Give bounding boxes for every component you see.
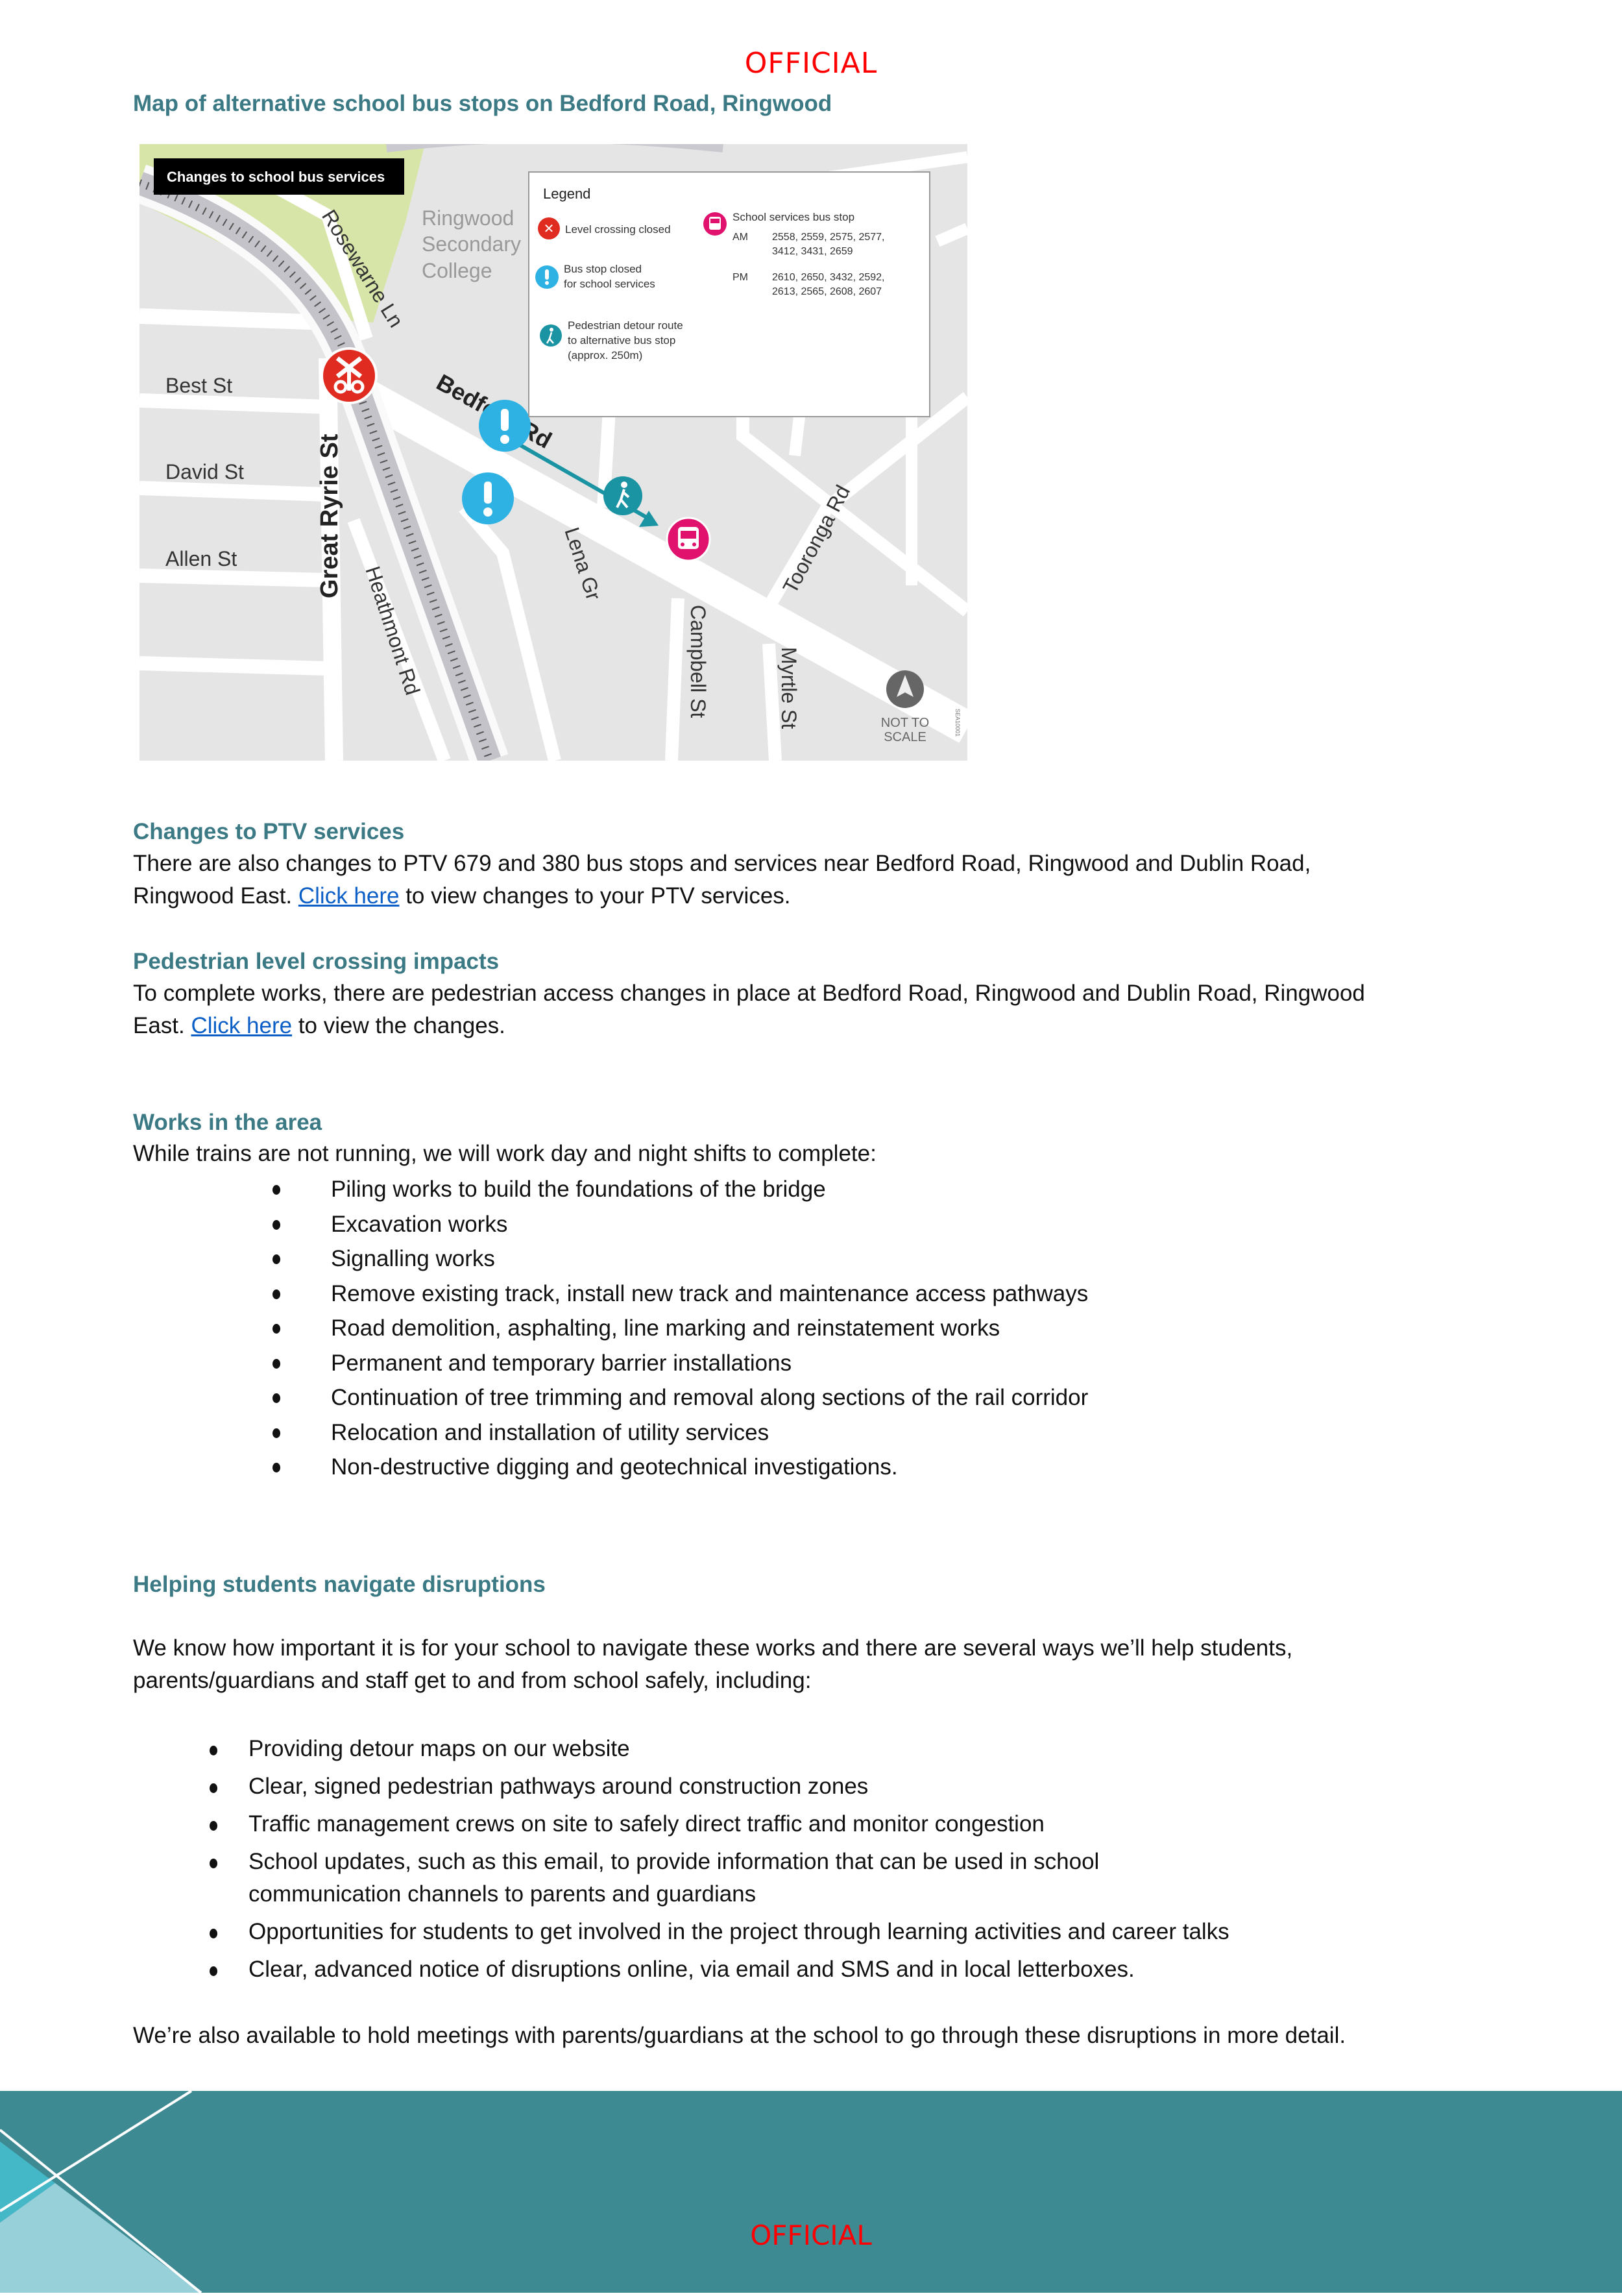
helping-intro-line-1: We know how important it is for your school to navigate these works and there are several ways we’ll help students, [133,1635,1293,1661]
legend-title: Legend [543,186,591,202]
list-item [248,1733,1229,1770]
legend-level-crossing-label: Level crossing closed [565,223,671,236]
svg-text:✕: ✕ [543,221,555,236]
list-item-text: Non-destructive digging and geotechnical investigations. [331,1454,898,1480]
legend-am-routes-2: 3412, 3431, 2659 [772,246,853,257]
pedestrian-line-1: To complete works, there are pedestrian access changes in place at Bedford Road, Ringwood and Dublin Road, Ringwood [133,981,1365,1006]
list-item-text: Remove existing track, install new track and maintenance access pathways [331,1280,1089,1306]
pedestrian-paragraph [133,977,1495,1042]
bullet-icon [210,1929,217,1938]
ptv-line-1: There are also changes to PTV 679 and 380 bus stops and services near Bedford Road, Ringwood and Dublin Road, [133,851,1311,876]
map-section-title: Map of alternative school bus stops on Bedford Road, Ringwood [133,91,832,116]
legend-school-bus-stop-icon [703,212,727,236]
helping-list [248,1733,1229,1991]
lena-gr-label: Lena Gr [560,524,606,604]
legend-pm-routes-1: 2610, 2650, 3432, 2592, [772,272,885,283]
pedestrian-line-2 [133,1010,1495,1042]
list-item-text: Clear, signed pedestrian pathways around construction zones [248,1774,869,1799]
list-item-text: Signalling works [331,1246,495,1271]
myrtle-st-label: Myrtle St [777,647,801,729]
map-code: SEA10001 [954,709,961,737]
map-legend [529,172,930,417]
list-item-text: School updates, such as this email, to provide information that can be used in school [248,1849,1100,1874]
bus-stop-closed-icon [462,472,514,524]
bus-stop-closed-icon [479,400,531,452]
list-item-text: Providing detour maps on our website [248,1736,630,1761]
list-item [331,1346,1088,1381]
north-arrow-icon [886,670,924,708]
legend-pedestrian-icon [540,324,562,347]
bullet-icon [272,1359,280,1369]
list-item [331,1415,1088,1450]
school-label-line2: Secondary [422,232,521,256]
school-label-line1: Ringwood [422,206,514,230]
works-heading: Works in the area [133,1110,322,1135]
list-item-text: Opportunities for students to get involved in the project through learning activities and career talks [248,1919,1229,1944]
list-item [331,1276,1088,1312]
works-list [331,1172,1088,1485]
legend-pedestrian-label-3: (approx. 250m) [568,349,643,361]
legend-bus-stop-closed-label-2: for school services [564,278,655,290]
helping-closing: We’re also available to hold meetings with parents/guardians at the school to go through these disruptions in more detail. [133,2023,1346,2048]
helping-intro [133,1632,1495,1697]
list-item-text: communication channels to parents and guardians [248,1881,757,1907]
list-item [331,1311,1088,1346]
list-item-text: Clear, advanced notice of disruptions online, via email and SMS and in local letterboxes. [248,1957,1135,1982]
bullet-icon [272,1220,280,1230]
list-item [248,1808,1229,1846]
pedestrian-heading: Pedestrian level crossing impacts [133,949,500,974]
ptv-click-here-link[interactable]: Click here [298,883,400,909]
list-item [331,1380,1088,1415]
legend-pedestrian-label-2: to alternative bus stop [568,334,676,347]
list-item-text: Road demolition, asphalting, line marking and reinstatement works [331,1315,1000,1341]
pedestrian-line-2-pre: East. [133,1013,191,1038]
list-item-text: Relocation and installation of utility services [331,1419,769,1445]
great-ryrie-st-label: Great Ryrie St [316,434,343,598]
bedford-rd-label: Bedford Rd [432,369,557,454]
heathmont-rd-label: Heathmont Rd [361,563,425,698]
campbell-st-label: Campbell St [686,605,710,718]
classification-footer: OFFICIAL [750,2219,872,2251]
allen-st-label: Allen St [165,547,237,570]
list-item [248,1770,1229,1808]
david-st-label: David St [165,460,244,483]
footer-decoration [0,2091,1622,2293]
map-canvas [139,144,967,761]
list-item [248,1953,1229,1991]
legend-level-crossing-icon [538,217,560,239]
footer-band [0,2091,1622,2293]
school-label-line3: College [422,259,492,282]
legend-am-label: AM [732,232,748,243]
bullet-icon [272,1254,280,1264]
rosewarne-ln-label: Rosewarne Ln [317,205,408,332]
list-item-text: Continuation of tree trimming and removal along sections of the rail corridor [331,1385,1089,1410]
footer-line-2 [0,2091,191,2211]
school-bus-stop-map [139,144,967,761]
legend-pedestrian-label-1: Pedestrian detour route [568,319,683,332]
list-item-text: Piling works to build the foundations of the bridge [331,1177,826,1202]
list-item-text: Excavation works [331,1211,508,1237]
bullet-icon [210,1746,217,1755]
pedestrian-line-2-post: to view the changes. [292,1013,505,1038]
bullet-icon [272,1393,280,1403]
bullet-icon [272,1289,280,1299]
legend-pm-label: PM [732,272,748,283]
bullet-icon [210,1783,217,1793]
legend-bus-stop-closed-icon [535,265,559,289]
ptv-heading: Changes to PTV services [133,819,405,844]
level-crossing-closed-icon [322,348,376,403]
bullet-icon [210,1859,217,1868]
list-item-text: Permanent and temporary barrier installations [331,1350,792,1376]
school-bus-stop-icon [667,518,710,561]
helping-heading: Helping students navigate disruptions [133,1572,546,1597]
classification-header: OFFICIAL [744,47,878,80]
list-item-text: Traffic management crews on site to safely direct traffic and monitor congestion [248,1811,1045,1837]
list-item [248,1846,1229,1916]
helping-intro-line-2: parents/guardians and staff get to and from school safely, including: [133,1668,812,1693]
bullet-icon [210,1821,217,1831]
list-item [331,1207,1088,1242]
pedestrian-click-here-link[interactable]: Click here [191,1013,293,1038]
legend-school-bus-stop-label: School services bus stop [732,211,855,223]
not-to-scale-label-1: NOT TO [880,716,930,730]
tooronga-rd-label: Tooronga Rd [778,481,855,598]
works-intro: While trains are not running, we will work day and night shifts to complete: [133,1141,877,1166]
pedestrian-detour-icon [603,476,642,515]
ptv-line-2-post: to view changes to your PTV services. [399,883,791,909]
list-item [248,1916,1229,1953]
ptv-paragraph [133,848,1495,912]
legend-am-routes-1: 2558, 2559, 2575, 2577, [772,232,885,243]
ptv-line-2-pre: Ringwood East. [133,883,298,909]
bullet-icon [272,1428,280,1438]
best-st-label: Best St [165,374,233,397]
bullet-icon [272,1463,280,1472]
not-to-scale-label-2: SCALE [884,730,926,744]
list-item [331,1450,1088,1485]
list-item [331,1172,1088,1207]
list-item [331,1241,1088,1276]
bullet-icon [272,1185,280,1195]
bullet-icon [272,1324,280,1334]
bullet-icon [210,1966,217,1976]
legend-pm-routes-2: 2613, 2565, 2608, 2607 [772,286,882,297]
ptv-line-2 [133,880,1495,912]
map-banner-text: Changes to school bus services [167,169,385,185]
legend-bus-stop-closed-label-1: Bus stop closed [564,263,642,275]
